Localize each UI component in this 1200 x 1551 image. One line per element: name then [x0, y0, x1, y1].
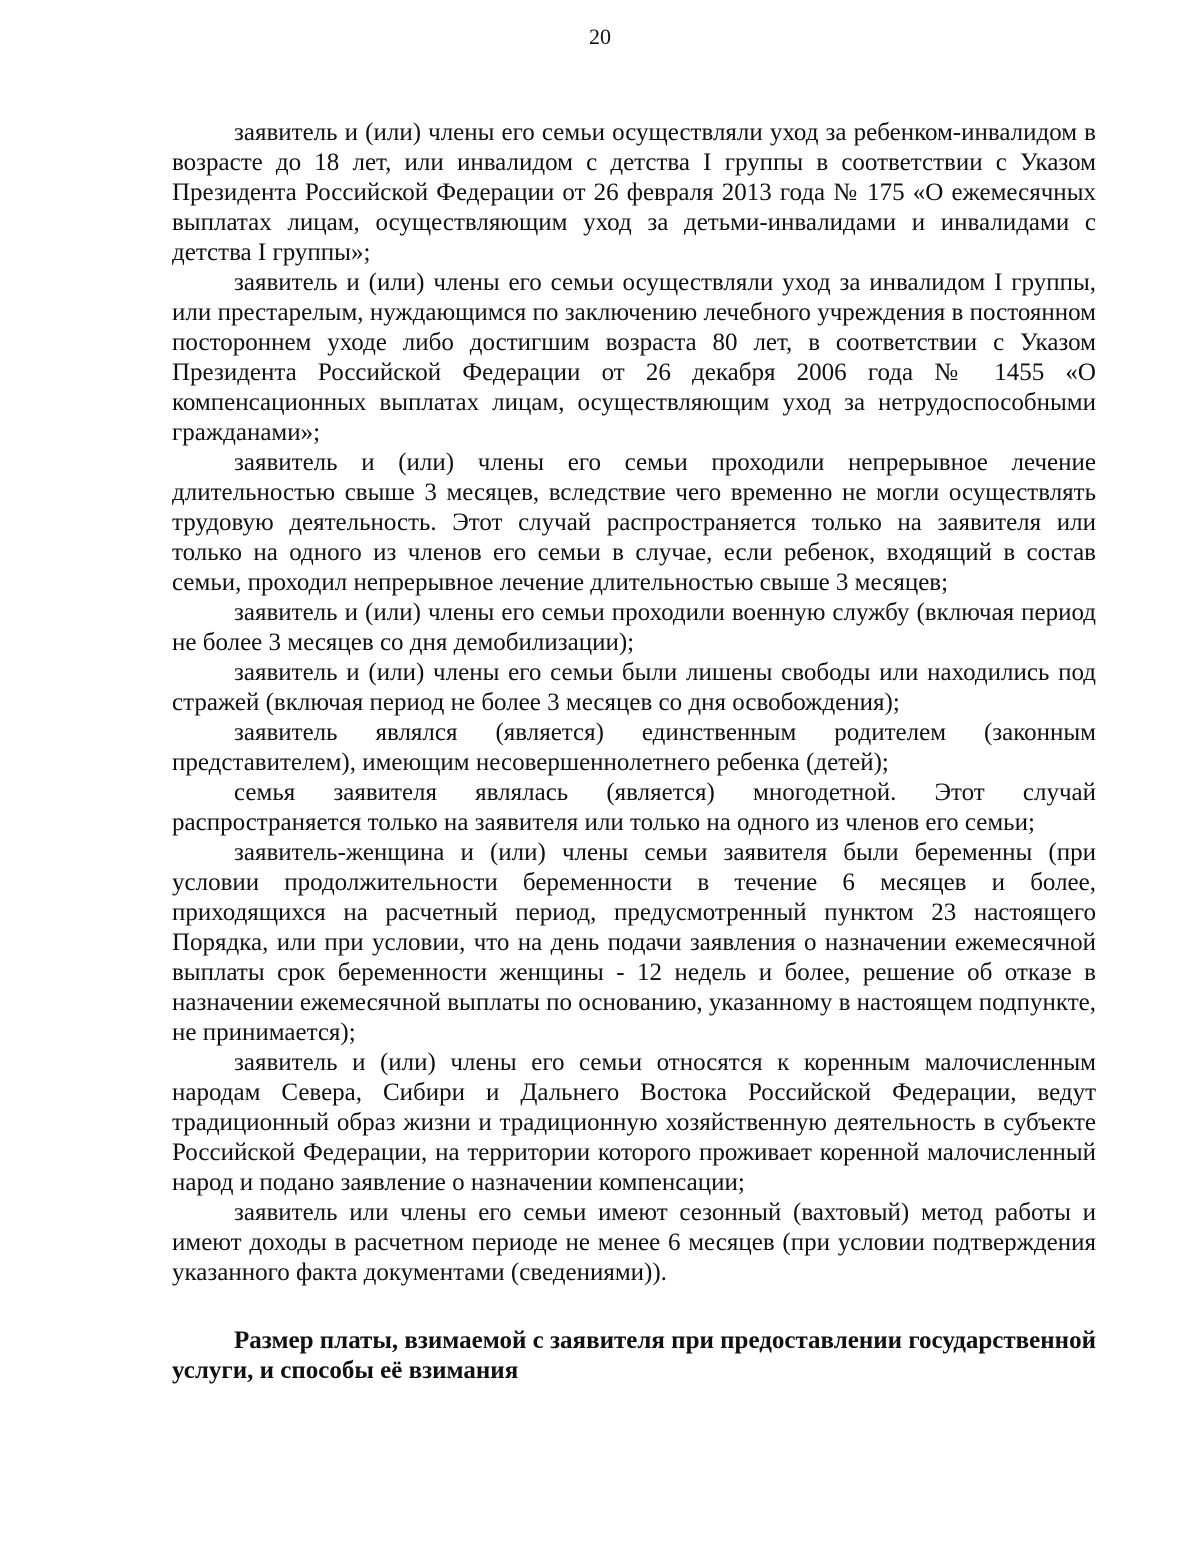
page-number: 20 [589, 24, 611, 49]
paragraph-large-family: семья заявителя являлась (является) многодетной. Этот случай распространяется только на заявителя или только на одного из членов его семьи; [172, 779, 1096, 836]
paragraph-care-disabled-group1: заявитель и (или) члены его семьи осуществляли уход за инвалидом I группы, или престарелым, нуждающимся по заключению лечебного учреждения в постоянном постороннем уходе либо достигшим возраста 80 лет, в соответствии с Указом Президента Российской Федерации от 26 декабря 2006 года № 1455 «О компенсационных выплатах лицам, осуществляющим уход за нетрудоспособными гражданами»; [172, 269, 1096, 446]
paragraph-deprived-of-liberty: заявитель и (или) члены его семьи были лишены свободы или находились под стражей (включая период не более 3 месяцев со дня освобождения); [172, 659, 1096, 716]
section-heading: Размер платы, взимаемой с заявителя при предоставлении государственной услуги, и способы её взимания [172, 1327, 1096, 1384]
paragraph-seasonal-work: заявитель или члены его семьи имеют сезонный (вахтовый) метод работы и имеют доходы в расчетном периоде не менее 6 месяцев (при условии подтверждения указанного факта документами (сведениями)). [172, 1199, 1096, 1286]
paragraph-military-service: заявитель и (или) члены его семьи проходили военную службу (включая период не более 3 месяцев со дня демобилизации); [172, 599, 1096, 656]
paragraph-pregnancy: заявитель-женщина и (или) члены семьи заявителя были беременны (при условии продолжительности беременности в течение 6 месяцев и более, приходящихся на расчетный период, предусмотренный пунктом 23 настоящего Порядка, или при условии, что на день подачи заявления о назначении ежемесячной выплаты срок беременности женщины - 12 недель и более, решение об отказе в назначении ежемесячной выплаты по основанию, указанному в настоящем подпункте, не принимается); [172, 839, 1096, 1046]
paragraph-indigenous-peoples: заявитель и (или) члены его семьи относятся к коренным малочисленным народам Севера, Сибири и Дальнего Востока Российской Федерации, ведут традиционный образ жизни и традиционную хозяйственную деятельность в субъекте Российской Федерации, на территории которого проживает коренной малочисленный народ и подано заявление о назначении компенсации; [172, 1049, 1096, 1196]
paragraph-care-disabled-child: заявитель и (или) члены его семьи осуществляли уход за ребенком-инвалидом в возрасте до 18 лет, или инвалидом с детства I группы в соответствии с Указом Президента Российской Федерации от 26 февраля 2013 года № 175 «О ежемесячных выплатах лицам, осуществляющим уход за детьми-инвалидами и инвалидами с детства I группы»; [172, 119, 1096, 266]
document-body [172, 118, 1096, 1386]
paragraph-single-parent: заявитель являлся (является) единственным родителем (законным представителем), имеющим несовершеннолетнего ребенка (детей); [172, 719, 1096, 776]
paragraph-continuous-treatment: заявитель и (или) члены его семьи проходили непрерывное лечение длительностью свыше 3 месяцев, вследствие чего временно не могли осуществлять трудовую деятельность. Этот случай распространяется только на заявителя или только на одного из членов его семьи в случае, если ребенок, входящий в состав семьи, проходил непрерывное лечение длительностью свыше 3 месяцев; [172, 449, 1096, 596]
